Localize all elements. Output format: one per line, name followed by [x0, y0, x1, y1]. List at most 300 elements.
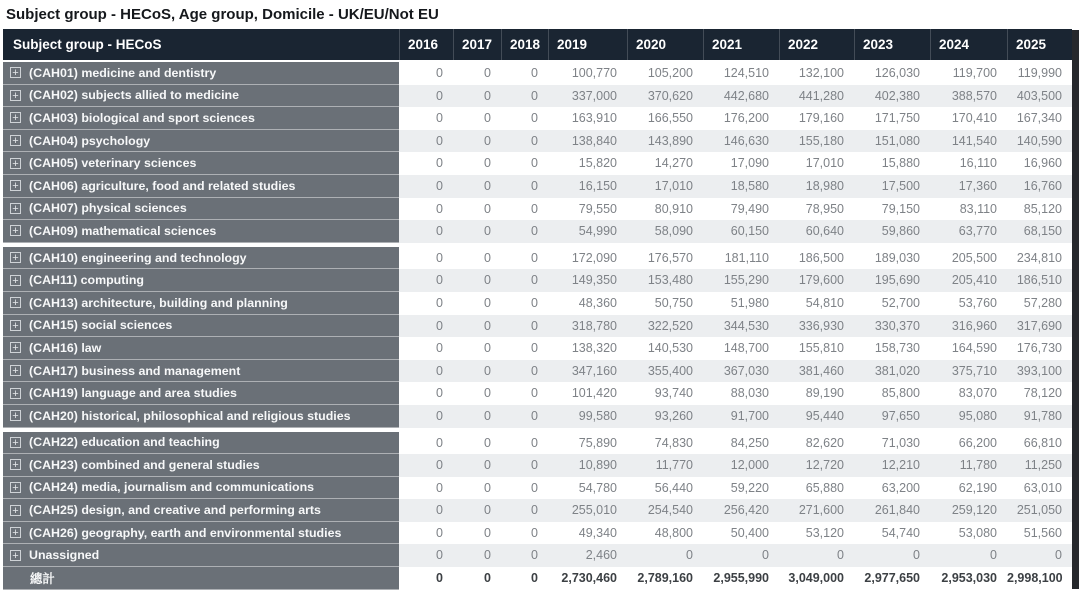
data-cell-2023: 97,650	[854, 405, 930, 428]
row-label: (CAH09) mathematical sciences	[29, 223, 217, 238]
data-cell-2024: 375,710	[930, 360, 1007, 383]
data-cell-2023: 12,210	[854, 454, 930, 477]
row-label: (CAH25) design, and creative and performing arts	[29, 503, 321, 518]
data-cell-2021: 84,250	[703, 432, 779, 455]
data-cell-2022: 60,640	[779, 220, 854, 243]
data-cell-2018: 0	[501, 85, 548, 108]
data-cell-2023: 195,690	[854, 269, 930, 292]
data-cell-2021: 2,955,990	[703, 567, 779, 590]
data-cell-2016: 0	[399, 360, 453, 383]
row-label: (CAH02) subjects allied to medicine	[29, 88, 240, 103]
column-header-2019[interactable]: 2019	[548, 29, 627, 60]
data-cell-2019: 79,550	[548, 198, 627, 221]
expand-icon[interactable]: +	[10, 342, 21, 353]
row-label: (CAH17) business and management	[29, 363, 241, 378]
data-cell-2018: 0	[501, 130, 548, 153]
data-cell-2024: 205,500	[930, 247, 1007, 270]
expand-icon[interactable]: +	[10, 67, 21, 78]
data-cell-2019: 54,780	[548, 477, 627, 500]
data-cell-2020: 176,570	[627, 247, 703, 270]
data-cell-2018: 0	[501, 499, 548, 522]
data-cell-2022: 12,720	[779, 454, 854, 477]
data-cell-2025: 393,100	[1007, 360, 1072, 383]
table-row	[3, 337, 1072, 360]
data-cell-2017: 0	[453, 315, 501, 338]
data-cell-2023: 151,080	[854, 130, 930, 153]
table-row	[3, 269, 1072, 292]
data-cell-2023: 71,030	[854, 432, 930, 455]
data-cell-2021: 181,110	[703, 247, 779, 270]
data-cell-2024: 2,953,030	[930, 567, 1007, 590]
row-label: (CAH19) language and area studies	[29, 386, 237, 401]
data-cell-2017: 0	[453, 432, 501, 455]
data-cell-2019: 163,910	[548, 107, 627, 130]
data-cell-2020: 14,270	[627, 152, 703, 175]
data-cell-2025: 63,010	[1007, 477, 1072, 500]
matrix-header-row	[3, 29, 1072, 60]
table-row	[3, 499, 1072, 522]
row-header-cell[interactable]	[3, 499, 399, 522]
data-cell-2024: 62,190	[930, 477, 1007, 500]
data-cell-2021: 17,090	[703, 152, 779, 175]
data-cell-2017: 0	[453, 292, 501, 315]
data-cell-2025: 11,250	[1007, 454, 1072, 477]
data-cell-2024: 316,960	[930, 315, 1007, 338]
expand-icon[interactable]: +	[10, 410, 21, 421]
data-cell-2020: 17,010	[627, 175, 703, 198]
report-title: Subject group - HECoS, Age group, Domicile - UK/EU/Not EU	[6, 6, 439, 23]
table-row	[3, 454, 1072, 477]
data-cell-2023: 52,700	[854, 292, 930, 315]
data-cell-2016: 0	[399, 292, 453, 315]
data-cell-2016: 0	[399, 382, 453, 405]
row-label: (CAH04) psychology	[29, 133, 151, 148]
data-cell-2017: 0	[453, 477, 501, 500]
data-cell-2020: 74,830	[627, 432, 703, 455]
row-label: (CAH26) geography, earth and environmental studies	[29, 525, 342, 540]
data-cell-2021: 88,030	[703, 382, 779, 405]
row-label: Unassigned	[29, 548, 100, 563]
data-cell-2018: 0	[501, 382, 548, 405]
data-cell-2019: 2,460	[548, 544, 627, 567]
column-header-2021[interactable]: 2021	[703, 29, 779, 60]
data-cell-2017: 0	[453, 220, 501, 243]
data-cell-2021: 50,400	[703, 522, 779, 545]
data-cell-2018: 0	[501, 247, 548, 270]
expand-icon[interactable]: +	[10, 482, 21, 493]
data-cell-2019: 16,150	[548, 175, 627, 198]
data-cell-2025: 251,050	[1007, 499, 1072, 522]
data-cell-2020: 153,480	[627, 269, 703, 292]
expand-icon[interactable]: +	[10, 203, 21, 214]
data-cell-2024: 83,070	[930, 382, 1007, 405]
data-cell-2025: 167,340	[1007, 107, 1072, 130]
data-cell-2022: 155,180	[779, 130, 854, 153]
column-header-2024[interactable]: 2024	[930, 29, 1007, 60]
data-cell-2017: 0	[453, 499, 501, 522]
row-label: (CAH03) biological and sport sciences	[29, 110, 255, 125]
data-cell-2023: 15,880	[854, 152, 930, 175]
row-label: (CAH13) architecture, building and planning	[29, 295, 288, 310]
data-cell-2018: 0	[501, 292, 548, 315]
data-cell-2023: 189,030	[854, 247, 930, 270]
data-cell-2023: 85,800	[854, 382, 930, 405]
data-cell-2020: 48,800	[627, 522, 703, 545]
table-row	[3, 477, 1072, 500]
data-cell-2024: 119,700	[930, 62, 1007, 85]
data-cell-2022: 441,280	[779, 85, 854, 108]
data-cell-2021: 344,530	[703, 315, 779, 338]
expand-icon[interactable]: +	[10, 388, 21, 399]
row-label: (CAH15) social sciences	[29, 318, 173, 333]
row-header-cell[interactable]	[3, 477, 399, 500]
data-cell-2017: 0	[453, 382, 501, 405]
data-cell-2023: 54,740	[854, 522, 930, 545]
row-header-cell[interactable]	[3, 292, 399, 315]
data-cell-2020: 56,440	[627, 477, 703, 500]
data-cell-2016: 0	[399, 315, 453, 338]
data-cell-2021: 442,680	[703, 85, 779, 108]
data-cell-2022: 82,620	[779, 432, 854, 455]
data-cell-2022: 78,950	[779, 198, 854, 221]
data-cell-2017: 0	[453, 85, 501, 108]
data-cell-2024: 0	[930, 544, 1007, 567]
data-cell-2023: 381,020	[854, 360, 930, 383]
data-cell-2022: 54,810	[779, 292, 854, 315]
data-cell-2018: 0	[501, 175, 548, 198]
data-cell-2018: 0	[501, 198, 548, 221]
data-cell-2025: 78,120	[1007, 382, 1072, 405]
data-cell-2023: 330,370	[854, 315, 930, 338]
data-cell-2018: 0	[501, 152, 548, 175]
data-cell-2023: 171,750	[854, 107, 930, 130]
expand-icon[interactable]: +	[10, 180, 21, 191]
data-cell-2023: 79,150	[854, 198, 930, 221]
data-cell-2020: 140,530	[627, 337, 703, 360]
data-cell-2022: 132,100	[779, 62, 854, 85]
data-cell-2019: 149,350	[548, 269, 627, 292]
data-cell-2022: 17,010	[779, 152, 854, 175]
data-cell-2017: 0	[453, 62, 501, 85]
data-cell-2018: 0	[501, 337, 548, 360]
table-row	[3, 292, 1072, 315]
row-label: (CAH16) law	[29, 340, 102, 355]
data-cell-2022: 95,440	[779, 405, 854, 428]
total-row	[3, 567, 1072, 590]
table-row	[3, 544, 1072, 567]
data-cell-2025: 51,560	[1007, 522, 1072, 545]
data-cell-2020: 11,770	[627, 454, 703, 477]
data-cell-2017: 0	[453, 337, 501, 360]
data-cell-2024: 95,080	[930, 405, 1007, 428]
data-cell-2017: 0	[453, 567, 501, 590]
data-cell-2017: 0	[453, 107, 501, 130]
data-cell-2019: 48,360	[548, 292, 627, 315]
data-cell-2025: 16,760	[1007, 175, 1072, 198]
data-cell-2017: 0	[453, 247, 501, 270]
data-cell-2016: 0	[399, 152, 453, 175]
data-cell-2023: 261,840	[854, 499, 930, 522]
data-cell-2024: 53,080	[930, 522, 1007, 545]
table-row	[3, 198, 1072, 221]
data-cell-2016: 0	[399, 522, 453, 545]
data-cell-2022: 179,160	[779, 107, 854, 130]
expand-icon[interactable]: +	[10, 135, 21, 146]
row-header-cell[interactable]	[3, 454, 399, 477]
data-cell-2018: 0	[501, 360, 548, 383]
data-cell-2021: 176,200	[703, 107, 779, 130]
row-label: (CAH11) computing	[29, 273, 144, 288]
data-cell-2025: 186,510	[1007, 269, 1072, 292]
row-header-cell[interactable]	[3, 544, 399, 567]
data-cell-2025: 0	[1007, 544, 1072, 567]
data-cell-2024: 259,120	[930, 499, 1007, 522]
data-cell-2024: 11,780	[930, 454, 1007, 477]
data-cell-2016: 0	[399, 198, 453, 221]
data-cell-2019: 99,580	[548, 405, 627, 428]
row-label: 總計	[30, 571, 55, 586]
data-cell-2020: 322,520	[627, 315, 703, 338]
data-cell-2024: 17,360	[930, 175, 1007, 198]
data-cell-2020: 58,090	[627, 220, 703, 243]
data-cell-2020: 0	[627, 544, 703, 567]
data-cell-2022: 186,500	[779, 247, 854, 270]
data-cell-2021: 0	[703, 544, 779, 567]
data-cell-2025: 234,810	[1007, 247, 1072, 270]
data-cell-2018: 0	[501, 315, 548, 338]
data-cell-2022: 271,600	[779, 499, 854, 522]
row-header-cell[interactable]	[3, 85, 399, 108]
table-row	[3, 405, 1072, 428]
column-header-subject-group[interactable]: Subject group - HECoS	[13, 37, 162, 52]
expand-icon[interactable]: +	[10, 320, 21, 331]
data-cell-2017: 0	[453, 269, 501, 292]
data-cell-2017: 0	[453, 130, 501, 153]
expand-icon[interactable]: +	[10, 527, 21, 538]
row-label: (CAH07) physical sciences	[29, 201, 187, 216]
data-cell-2017: 0	[453, 152, 501, 175]
row-label: (CAH22) education and teaching	[29, 435, 220, 450]
data-cell-2020: 355,400	[627, 360, 703, 383]
column-header-2017[interactable]: 2017	[453, 29, 501, 60]
table-row	[3, 220, 1072, 243]
data-cell-2016: 0	[399, 130, 453, 153]
data-cell-2021: 148,700	[703, 337, 779, 360]
matrix-body	[3, 62, 1072, 590]
data-cell-2024: 170,410	[930, 107, 1007, 130]
data-cell-2021: 51,980	[703, 292, 779, 315]
data-cell-2021: 79,490	[703, 198, 779, 221]
data-cell-2019: 172,090	[548, 247, 627, 270]
table-row	[3, 247, 1072, 270]
expand-icon[interactable]: +	[10, 90, 21, 101]
row-header-cell[interactable]	[3, 337, 399, 360]
table-row	[3, 62, 1072, 85]
data-cell-2020: 143,890	[627, 130, 703, 153]
data-cell-2021: 367,030	[703, 360, 779, 383]
data-cell-2016: 0	[399, 337, 453, 360]
data-cell-2020: 2,789,160	[627, 567, 703, 590]
data-cell-2019: 138,320	[548, 337, 627, 360]
row-header-cell[interactable]	[3, 432, 399, 455]
table-row	[3, 152, 1072, 175]
row-header-cell[interactable]	[3, 567, 399, 590]
data-cell-2017: 0	[453, 175, 501, 198]
data-cell-2024: 53,760	[930, 292, 1007, 315]
row-label: (CAH06) agriculture, food and related studies	[29, 178, 296, 193]
row-header-cell[interactable]	[3, 130, 399, 153]
data-cell-2019: 10,890	[548, 454, 627, 477]
data-cell-2025: 403,500	[1007, 85, 1072, 108]
data-cell-2016: 0	[399, 405, 453, 428]
expand-icon[interactable]: +	[10, 297, 21, 308]
column-header-2025[interactable]: 2025	[1007, 29, 1072, 60]
data-cell-2022: 53,120	[779, 522, 854, 545]
expand-icon[interactable]: +	[10, 275, 21, 286]
row-header-cell[interactable]	[3, 175, 399, 198]
expand-icon[interactable]: +	[10, 437, 21, 448]
data-cell-2016: 0	[399, 269, 453, 292]
data-cell-2017: 0	[453, 405, 501, 428]
column-header-2016[interactable]: 2016	[399, 29, 453, 60]
data-cell-2016: 0	[399, 62, 453, 85]
column-header-2022[interactable]: 2022	[779, 29, 854, 60]
data-cell-2024: 83,110	[930, 198, 1007, 221]
data-cell-2022: 179,600	[779, 269, 854, 292]
column-header-2020[interactable]: 2020	[627, 29, 703, 60]
data-cell-2020: 166,550	[627, 107, 703, 130]
table-row	[3, 315, 1072, 338]
data-cell-2017: 0	[453, 454, 501, 477]
data-cell-2023: 126,030	[854, 62, 930, 85]
data-cell-2018: 0	[501, 62, 548, 85]
data-cell-2016: 0	[399, 85, 453, 108]
data-cell-2021: 155,290	[703, 269, 779, 292]
data-cell-2019: 54,990	[548, 220, 627, 243]
data-cell-2025: 317,690	[1007, 315, 1072, 338]
data-cell-2022: 3,049,000	[779, 567, 854, 590]
row-header-cell[interactable]	[3, 405, 399, 428]
table-row	[3, 360, 1072, 383]
row-header-cell[interactable]	[3, 152, 399, 175]
data-cell-2017: 0	[453, 198, 501, 221]
data-cell-2025: 68,150	[1007, 220, 1072, 243]
row-header-cell[interactable]	[3, 360, 399, 383]
data-cell-2021: 60,150	[703, 220, 779, 243]
row-label: (CAH01) medicine and dentistry	[29, 65, 217, 80]
vertical-scrollbar[interactable]	[1072, 30, 1079, 589]
data-cell-2018: 0	[501, 269, 548, 292]
table-row	[3, 522, 1072, 545]
data-cell-2022: 18,980	[779, 175, 854, 198]
data-cell-2020: 105,200	[627, 62, 703, 85]
data-cell-2025: 57,280	[1007, 292, 1072, 315]
expand-icon[interactable]: +	[10, 365, 21, 376]
data-cell-2023: 0	[854, 544, 930, 567]
expand-icon[interactable]: +	[10, 252, 21, 263]
data-cell-2024: 141,540	[930, 130, 1007, 153]
data-cell-2016: 0	[399, 544, 453, 567]
data-cell-2023: 158,730	[854, 337, 930, 360]
data-cell-2019: 49,340	[548, 522, 627, 545]
table-row	[3, 382, 1072, 405]
data-cell-2022: 155,810	[779, 337, 854, 360]
data-cell-2022: 65,880	[779, 477, 854, 500]
data-cell-2020: 93,260	[627, 405, 703, 428]
data-cell-2021: 124,510	[703, 62, 779, 85]
expand-icon[interactable]: +	[10, 505, 21, 516]
data-cell-2018: 0	[501, 405, 548, 428]
data-cell-2016: 0	[399, 567, 453, 590]
data-cell-2021: 59,220	[703, 477, 779, 500]
data-cell-2024: 164,590	[930, 337, 1007, 360]
data-cell-2022: 336,930	[779, 315, 854, 338]
data-cell-2016: 0	[399, 454, 453, 477]
expand-icon[interactable]: +	[10, 550, 21, 561]
row-header-cell[interactable]	[3, 107, 399, 130]
data-cell-2020: 80,910	[627, 198, 703, 221]
data-cell-2018: 0	[501, 544, 548, 567]
data-cell-2017: 0	[453, 544, 501, 567]
row-label: (CAH24) media, journalism and communications	[29, 480, 315, 495]
data-cell-2018: 0	[501, 220, 548, 243]
data-cell-2018: 0	[501, 454, 548, 477]
row-header-cell[interactable]	[3, 198, 399, 221]
data-cell-2018: 0	[501, 432, 548, 455]
data-cell-2025: 16,960	[1007, 152, 1072, 175]
data-cell-2022: 89,190	[779, 382, 854, 405]
matrix-table	[3, 29, 1072, 590]
data-cell-2016: 0	[399, 220, 453, 243]
data-cell-2016: 0	[399, 499, 453, 522]
expand-icon[interactable]: +	[10, 158, 21, 169]
data-cell-2025: 2,998,100	[1007, 567, 1072, 590]
data-cell-2019: 101,420	[548, 382, 627, 405]
expand-icon[interactable]: +	[10, 112, 21, 123]
data-cell-2023: 17,500	[854, 175, 930, 198]
data-cell-2019: 15,820	[548, 152, 627, 175]
data-cell-2018: 0	[501, 477, 548, 500]
data-cell-2019: 100,770	[548, 62, 627, 85]
row-header-cell[interactable]	[3, 522, 399, 545]
data-cell-2018: 0	[501, 107, 548, 130]
data-cell-2020: 370,620	[627, 85, 703, 108]
column-header-2018[interactable]: 2018	[501, 29, 548, 60]
data-cell-2024: 66,200	[930, 432, 1007, 455]
table-row	[3, 85, 1072, 108]
column-header-2023[interactable]: 2023	[854, 29, 930, 60]
data-cell-2021: 18,580	[703, 175, 779, 198]
row-header-cell[interactable]	[3, 269, 399, 292]
table-row	[3, 107, 1072, 130]
row-header-cell[interactable]	[3, 315, 399, 338]
data-cell-2018: 0	[501, 567, 548, 590]
data-cell-2025: 85,120	[1007, 198, 1072, 221]
row-header-cell[interactable]	[3, 62, 399, 85]
table-row	[3, 130, 1072, 153]
data-cell-2024: 16,110	[930, 152, 1007, 175]
expand-icon[interactable]: +	[10, 459, 21, 470]
row-header-cell[interactable]	[3, 247, 399, 270]
expand-icon[interactable]: +	[10, 225, 21, 236]
row-header-cell[interactable]	[3, 382, 399, 405]
data-cell-2020: 50,750	[627, 292, 703, 315]
data-cell-2025: 91,780	[1007, 405, 1072, 428]
row-label: (CAH10) engineering and technology	[29, 250, 247, 265]
data-cell-2017: 0	[453, 360, 501, 383]
data-cell-2024: 388,570	[930, 85, 1007, 108]
row-header-cell[interactable]	[3, 220, 399, 243]
